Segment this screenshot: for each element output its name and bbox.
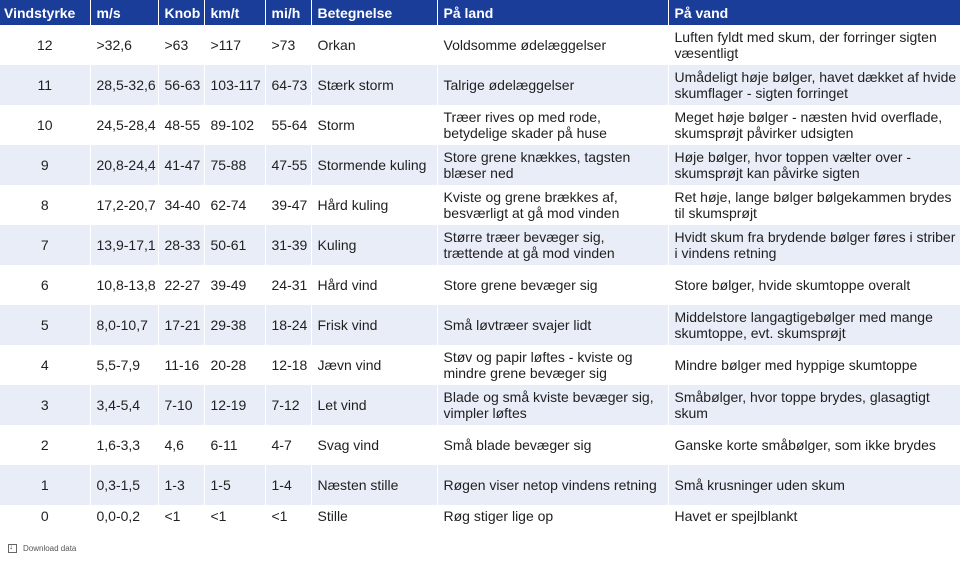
cell-ms: 0,0-0,2 — [90, 505, 158, 527]
cell-mih: <1 — [265, 505, 311, 527]
download-icon — [8, 544, 17, 553]
cell-paa-land: Større træer bevæger sig, trættende at gå mod vinden — [437, 225, 668, 265]
table-row — [0, 145, 960, 185]
cell-knob: 11-16 — [158, 345, 204, 385]
cell-kmt: 39-49 — [204, 265, 265, 305]
download-data-link[interactable] — [8, 544, 76, 553]
cell-ms: 20,8-24,4 — [90, 145, 158, 185]
cell-ms: 17,2-20,7 — [90, 185, 158, 225]
cell-vindstyrke: 3 — [0, 385, 90, 425]
cell-mih: 18-24 — [265, 305, 311, 345]
table-row — [0, 345, 960, 385]
cell-paa-vand: Umådeligt høje bølger, havet dækket af hvide skumflager - sigten forringet — [668, 65, 960, 105]
cell-kmt: 89-102 — [204, 105, 265, 145]
cell-betegnelse: Stærk storm — [311, 65, 437, 105]
cell-vindstyrke: 1 — [0, 465, 90, 505]
header-kmt: km/t — [204, 0, 265, 25]
cell-knob: 1-3 — [158, 465, 204, 505]
cell-mih: >73 — [265, 25, 311, 65]
cell-knob: 4,6 — [158, 425, 204, 465]
cell-ms: >32,6 — [90, 25, 158, 65]
table-row — [0, 425, 960, 465]
cell-knob: 17-21 — [158, 305, 204, 345]
cell-betegnelse: Hård kuling — [311, 185, 437, 225]
cell-ms: 13,9-17,1 — [90, 225, 158, 265]
cell-kmt: <1 — [204, 505, 265, 527]
cell-paa-land: Røg stiger lige op — [437, 505, 668, 527]
table-header — [0, 0, 960, 25]
cell-knob: 48-55 — [158, 105, 204, 145]
cell-mih: 31-39 — [265, 225, 311, 265]
header-ms: m/s — [90, 0, 158, 25]
header-vindstyrke: Vindstyrke — [0, 0, 90, 25]
header-knob: Knob — [158, 0, 204, 25]
cell-knob: 22-27 — [158, 265, 204, 305]
cell-kmt: 29-38 — [204, 305, 265, 345]
cell-kmt: 1-5 — [204, 465, 265, 505]
cell-paa-vand: Små krusninger uden skum — [668, 465, 960, 505]
cell-knob: 34-40 — [158, 185, 204, 225]
cell-kmt: >117 — [204, 25, 265, 65]
cell-paa-land: Store grene knækkes, tagsten blæser ned — [437, 145, 668, 185]
cell-vindstyrke: 12 — [0, 25, 90, 65]
cell-paa-vand: Mindre bølger med hyppige skumtoppe — [668, 345, 960, 385]
cell-paa-vand: Ret høje, lange bølger bølgekammen brydes til skumsprøjt — [668, 185, 960, 225]
cell-paa-land: Små blade bevæger sig — [437, 425, 668, 465]
cell-betegnelse: Kuling — [311, 225, 437, 265]
cell-paa-vand: Store bølger, hvide skumtoppe overalt — [668, 265, 960, 305]
cell-knob: <1 — [158, 505, 204, 527]
cell-vindstyrke: 5 — [0, 305, 90, 345]
cell-paa-vand: Småbølger, hvor toppe brydes, glasagtigt skum — [668, 385, 960, 425]
cell-ms: 10,8-13,8 — [90, 265, 158, 305]
table-body — [0, 25, 960, 527]
header-paa-vand: På vand — [668, 0, 960, 25]
cell-vindstyrke: 6 — [0, 265, 90, 305]
cell-paa-land: Støv og papir løftes - kviste og mindre grene bevæger sig — [437, 345, 668, 385]
cell-vindstyrke: 0 — [0, 505, 90, 527]
table-row — [0, 265, 960, 305]
cell-paa-vand: Høje bølger, hvor toppen vælter over - skumsprøjt kan påvirke sigten — [668, 145, 960, 185]
table-row — [0, 105, 960, 145]
cell-mih: 64-73 — [265, 65, 311, 105]
table-row — [0, 65, 960, 105]
cell-betegnelse: Storm — [311, 105, 437, 145]
cell-mih: 47-55 — [265, 145, 311, 185]
cell-paa-vand: Ganske korte småbølger, som ikke brydes — [668, 425, 960, 465]
cell-vindstyrke: 9 — [0, 145, 90, 185]
cell-knob: 7-10 — [158, 385, 204, 425]
table-row — [0, 225, 960, 265]
cell-paa-vand: Luften fyldt med skum, der forringer sigten væsentligt — [668, 25, 960, 65]
cell-betegnelse: Svag vind — [311, 425, 437, 465]
cell-mih: 1-4 — [265, 465, 311, 505]
cell-betegnelse: Frisk vind — [311, 305, 437, 345]
table-row — [0, 185, 960, 225]
cell-knob: >63 — [158, 25, 204, 65]
cell-ms: 3,4-5,4 — [90, 385, 158, 425]
cell-ms: 1,6-3,3 — [90, 425, 158, 465]
cell-kmt: 6-11 — [204, 425, 265, 465]
cell-paa-vand: Middelstore langagtigebølger med mange skumtoppe, evt. skumsprøjt — [668, 305, 960, 345]
cell-kmt: 12-19 — [204, 385, 265, 425]
header-paa-land: På land — [437, 0, 668, 25]
cell-paa-vand: Havet er spejlblankt — [668, 505, 960, 527]
cell-knob: 41-47 — [158, 145, 204, 185]
cell-mih: 12-18 — [265, 345, 311, 385]
cell-kmt: 75-88 — [204, 145, 265, 185]
cell-paa-land: Træer rives op med rode, betydelige skader på huse — [437, 105, 668, 145]
table-row — [0, 385, 960, 425]
cell-paa-land: Små løvtræer svajer lidt — [437, 305, 668, 345]
cell-betegnelse: Stormende kuling — [311, 145, 437, 185]
cell-mih: 4-7 — [265, 425, 311, 465]
cell-paa-land: Røgen viser netop vindens retning — [437, 465, 668, 505]
cell-ms: 24,5-28,4 — [90, 105, 158, 145]
cell-paa-vand: Meget høje bølger - næsten hvid overflade, skumsprøjt påvirker udsigten — [668, 105, 960, 145]
cell-mih: 24-31 — [265, 265, 311, 305]
cell-paa-land: Blade og små kviste bevæger sig, vimpler løftes — [437, 385, 668, 425]
cell-kmt: 50-61 — [204, 225, 265, 265]
cell-ms: 8,0-10,7 — [90, 305, 158, 345]
cell-vindstyrke: 11 — [0, 65, 90, 105]
cell-betegnelse: Hård vind — [311, 265, 437, 305]
cell-vindstyrke: 8 — [0, 185, 90, 225]
cell-ms: 5,5-7,9 — [90, 345, 158, 385]
cell-vindstyrke: 7 — [0, 225, 90, 265]
cell-mih: 7-12 — [265, 385, 311, 425]
table-row — [0, 465, 960, 505]
cell-betegnelse: Let vind — [311, 385, 437, 425]
cell-paa-land: Voldsomme ødelæggelser — [437, 25, 668, 65]
cell-knob: 28-33 — [158, 225, 204, 265]
cell-knob: 56-63 — [158, 65, 204, 105]
cell-betegnelse: Orkan — [311, 25, 437, 65]
cell-vindstyrke: 2 — [0, 425, 90, 465]
cell-betegnelse: Næsten stille — [311, 465, 437, 505]
table-row — [0, 305, 960, 345]
header-betegnelse: Betegnelse — [311, 0, 437, 25]
cell-betegnelse: Jævn vind — [311, 345, 437, 385]
cell-kmt: 20-28 — [204, 345, 265, 385]
cell-vindstyrke: 4 — [0, 345, 90, 385]
cell-betegnelse: Stille — [311, 505, 437, 527]
cell-kmt: 103-117 — [204, 65, 265, 105]
cell-paa-land: Kviste og grene brækkes af, besværligt at gå mod vinden — [437, 185, 668, 225]
cell-ms: 28,5-32,6 — [90, 65, 158, 105]
cell-mih: 55-64 — [265, 105, 311, 145]
cell-paa-land: Store grene bevæger sig — [437, 265, 668, 305]
header-row — [0, 0, 960, 25]
table-row — [0, 505, 960, 527]
download-data-label: Download data — [23, 544, 77, 553]
cell-vindstyrke: 10 — [0, 105, 90, 145]
cell-kmt: 62-74 — [204, 185, 265, 225]
table-row — [0, 25, 960, 65]
cell-paa-vand: Hvidt skum fra brydende bølger føres i striber i vindens retning — [668, 225, 960, 265]
header-mih: mi/h — [265, 0, 311, 25]
cell-paa-land: Talrige ødelæggelser — [437, 65, 668, 105]
cell-mih: 39-47 — [265, 185, 311, 225]
cell-ms: 0,3-1,5 — [90, 465, 158, 505]
